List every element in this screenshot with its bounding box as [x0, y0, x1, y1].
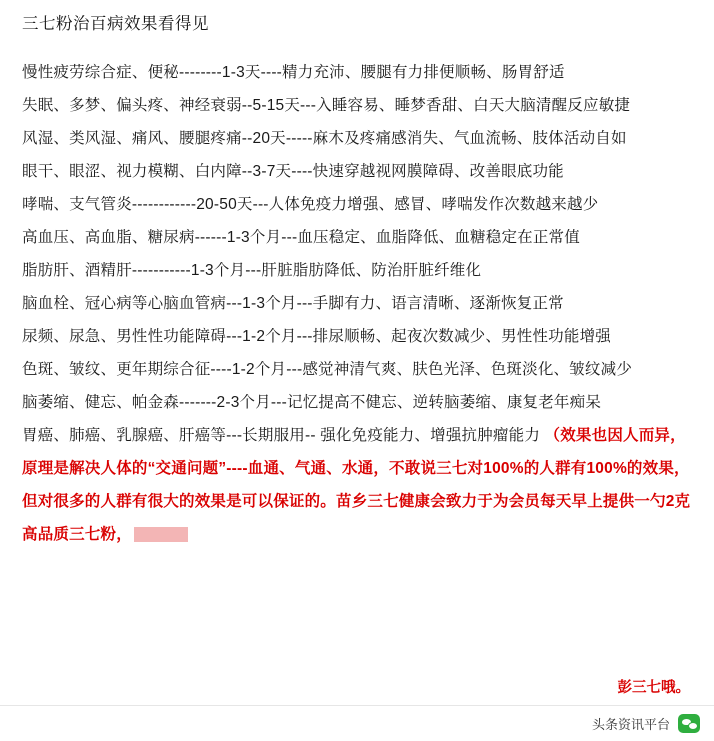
redaction-block — [134, 527, 188, 542]
content-line: 脑萎缩、健忘、帕金森-------2-3个月---记忆提高不健忘、逆转脑萎缩、康复老年痴呆 — [22, 394, 602, 411]
footer-bar — [0, 705, 714, 741]
content-line-highlighted — [22, 419, 696, 551]
content-line: 慢性疲劳综合症、便秘--------1-3天----精力充沛、腰腿有力排便顺畅、肠胃舒适 — [22, 64, 565, 81]
content-line-plain: 胃癌、肺癌、乳腺癌、肝癌等---长期服用-- 强化免疫能力、增强抗肿瘤能力 — [22, 427, 545, 444]
signature-text: 彭三七哦。 — [617, 680, 690, 696]
document-body — [22, 56, 696, 551]
content-line: 高血压、高血脂、糖尿病------1-3个月---血压稳定、血脂降低、血糖稳定在正常值 — [22, 229, 580, 246]
content-line: 尿频、尿急、男性性功能障碍---1-2个月---排尿顺畅、起夜次数减少、男性性功能增强 — [22, 328, 611, 345]
account-name-label: 头条资讯平台 — [591, 717, 670, 732]
content-line: 眼干、眼涩、视力模糊、白内障--3-7天----快速穿越视网膜障碍、改善眼底功能 — [22, 163, 564, 180]
wechat-icon — [678, 714, 700, 733]
content-line: 脑血栓、冠心病等心脑血管病---1-3个月---手脚有力、语言清晰、逐渐恢复正常 — [22, 295, 564, 312]
content-line: 风湿、类风湿、痛风、腰腿疼痛--20天-----麻木及疼痛感消失、气血流畅、肢体活动自如 — [22, 130, 627, 147]
content-line: 失眠、多梦、偏头疼、神经衰弱--5-15天---入睡容易、睡梦香甜、白天大脑清醒反应敏捷 — [22, 97, 631, 114]
content-line: 脂肪肝、酒精肝-----------1-3个月---肝脏脂肪降低、防治肝脏纤维化 — [22, 262, 482, 279]
page-title: 三七粉治百病效果看得见 — [22, 15, 209, 33]
content-line: 哮喘、支气管炎------------20-50天---人体免疫力增强、感冒、哮喘发作次数越来越少 — [22, 196, 599, 213]
content-line: 色斑、皱纹、更年期综合征----1-2个月---感觉神清气爽、肤色光泽、色斑淡化、皱纹减少 — [22, 361, 633, 378]
content-line-red: （效果也因人而异，原理是解决人体的“交通问题”----血通、气通、水通，不敢说三七对100%的人群有100%的效果，但对很多的人群有很大的效果是可以保证的。苗乡三七健康会致力于为会员每天早上提供一勺2克高品质三七粉， — [22, 427, 691, 543]
